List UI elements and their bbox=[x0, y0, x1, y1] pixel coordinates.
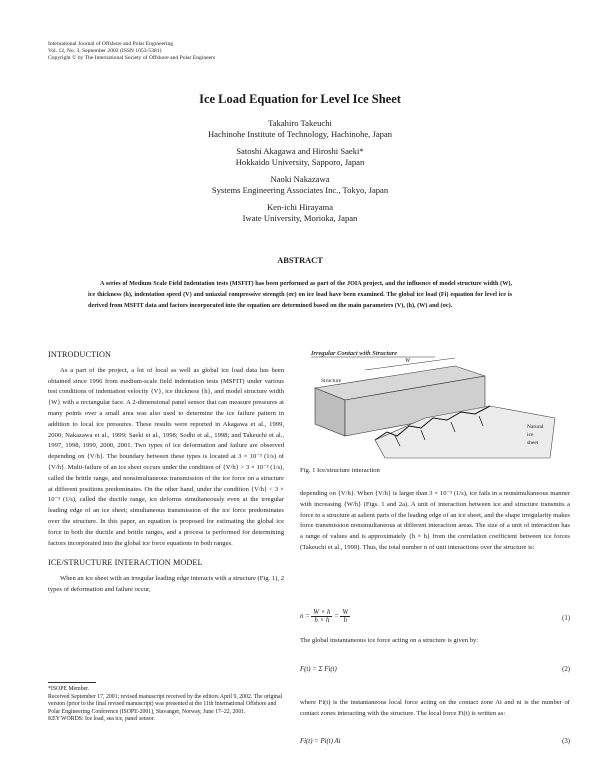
author-name: Ken-ichi Hirayama bbox=[266, 202, 334, 212]
right-column-para1 bbox=[300, 489, 570, 554]
author-affiliation: Hokkaido University, Sapporo, Japan bbox=[235, 157, 365, 167]
figure-caption: Fig. 1 Ice/structure interaction bbox=[300, 467, 380, 474]
section-heading-introduction: INTRODUCTION bbox=[48, 350, 112, 359]
right-column-para3 bbox=[300, 698, 570, 720]
eq2-body: F(t) = Σ Fi(t) bbox=[300, 666, 337, 673]
author-block bbox=[0, 174, 600, 196]
author-name: Satoshi Akagawa and Hiroshi Saeki* bbox=[236, 146, 364, 156]
natural-ice-label-3: sheet bbox=[527, 440, 539, 446]
journal-volume: Vol. 12, No. 3, September 2002 (ISSN 1053-5381) bbox=[48, 48, 162, 54]
natural-ice-label-1: Natural bbox=[527, 424, 544, 430]
eq1-numerator-2: W bbox=[342, 609, 349, 616]
paper-title: Ice Load Equation for Level Ice Sheet bbox=[199, 92, 401, 106]
intro-paragraph: As a part of the project, a lot of local as well as global ice load data has been obtained since 1996 from medium-scale field indentation tests (MSFIT) under various test conditions of indentation velocity {V}, ice thickness {h}, and model structure width {W} with a rectangular face. A 2-dimensional panel sensor that can measure pressures at many points over a small area was also used to determine the ice failure pattern in addition to local ice pressures. These results were reported in Akagawa et al., 1999, 2000; Nakazawa et al., 1999; Saeki et al., 1998; Sodhi et al., 1998; and Takeuchi et al., 1997, 1998, 1999, 2000, 2001. Two types of ice deformation and failure are observed depending on {V/h}. The boundary between these types is located at 3 × 10⁻³ (1/s) of {V/h}. Multi-failure of an ice sheet occurs under the condition of {V/h} > 3 × 10⁻³ (1/s), called the brittle range, and nonsimultaneous transmission of the ice force on a structure at different positions predominates. On the other hand, under the condition {V/h} < 3 × 10⁻³ (1/s), called the ductile range, ice deforms simultaneously even at the irregular leading edge of an ice sheet; simultaneous transmission of the ice force predominates over the structure. In this paper, an equation is proposed for estimating the global ice force in both the ductile and brittle ranges, and a process is performed for determining factors incorporated into the global ice force equations in both ranges. bbox=[48, 366, 284, 547]
author-list bbox=[0, 118, 600, 230]
author-block bbox=[0, 202, 600, 224]
author-block bbox=[0, 118, 600, 140]
equation-2 bbox=[300, 666, 570, 673]
right-paragraph-1: depending on {V/h}. When {V/h} is larger than 3 × 10⁻³ (1/s), ice fails in a nonsimultaneous manner with increasing {W/h} (Figs. 1 and 2a). A unit of interaction between ice and structure transmits a force to a structure at salient parts of the leading edge of an ice sheet, and the shape irregularity makes force transmission nonsimultaneous at different interaction areas. The size of a unit of interaction has a range of values and is approximately {h × h} from the correlation coefficient between ice forces (Takeuchi et al., 1999). Thus, the total number n of unit interactions over the structure is: bbox=[300, 490, 570, 551]
author-name: Takahiro Takeuchi bbox=[268, 118, 332, 128]
abstract-heading: ABSTRACT bbox=[277, 256, 323, 265]
journal-copyright: Copyright © by The International Society of Offshore and Polar Engineers bbox=[48, 55, 216, 61]
eq1-numerator: W × h bbox=[313, 609, 331, 616]
eq3-body: Fi(t) = Pi(t) Ai bbox=[300, 738, 341, 745]
eq1-number: (1) bbox=[562, 615, 570, 622]
right-paragraph-2: The global instantaneous ice force acting on a structure is given by: bbox=[300, 637, 479, 644]
footnotes bbox=[48, 686, 284, 724]
natural-ice-label-2: ice bbox=[527, 432, 534, 438]
footnote-keywords: KEY WORDS: Ice load, sea ice, panel sensor. bbox=[48, 716, 155, 723]
eq1-lhs: n = bbox=[300, 613, 310, 621]
journal-name: International Journal of Offshore and Polar Engineering bbox=[48, 41, 174, 47]
eq3-number: (3) bbox=[562, 738, 570, 745]
author-block bbox=[0, 146, 600, 168]
width-label: W bbox=[405, 358, 410, 364]
figure-title: Irregular Contact with Structure bbox=[311, 350, 398, 357]
figure-ice-structure bbox=[305, 348, 570, 460]
eq1-equals: = bbox=[334, 613, 339, 621]
eq1-denominator: h × h bbox=[314, 617, 330, 624]
abstract-text: A series of Medium Scale Field Indentation tests (MSFIT) has been performed as part of the JOIA project, and the influence of model structure width (W), ice thickness (h), indentation speed (V) and uniaxial compressive strength (σc) on ice load have been examined. The global ice load (Fi) equation for level ice is derived from MSFIT data and factors incorporated into the equation are determined based on the main parameters (V), (h), (W) and (σc). bbox=[88, 280, 512, 310]
footnote-received: Received September 17, 2001; revised manuscript received by the editors April 9, 2002. The original version (prior to the final revised manuscript) was presented at the 11th International Offshore and Polar Engineering Conference (ISOPE-2001), Stavanger, Norway, June 17–22, 2001. bbox=[48, 693, 283, 715]
author-affiliation: Hachinohe Institute of Technology, Hachinohe, Japan bbox=[207, 129, 393, 139]
left-column bbox=[48, 350, 284, 596]
footnote-rule bbox=[48, 682, 96, 683]
right-column-para2 bbox=[300, 636, 570, 647]
equation-1 bbox=[300, 609, 570, 624]
eq1-denominator-2: h bbox=[343, 617, 347, 624]
author-name: Naoki Nakazawa bbox=[270, 174, 330, 184]
equation-3 bbox=[300, 738, 570, 745]
model-paragraph: When an ice sheet with an irregular leading edge interacts with a structure (Fig. 1), 2 types of deformation and failure occur, bbox=[48, 575, 284, 593]
footnote-member: *ISOPE Member. bbox=[48, 686, 90, 692]
journal-header bbox=[48, 41, 215, 62]
author-affiliation: Iwate University, Morioka, Japan bbox=[242, 213, 358, 223]
structure-label: Structure bbox=[321, 378, 342, 384]
right-paragraph-3: where Fi(t) is the instantaneous local force acting on the contact zone Ai and ni is the number of contact zones interacting with the structure. The local force Fi(t) is written as: bbox=[300, 699, 570, 717]
eq2-number: (2) bbox=[562, 666, 570, 673]
section-heading-model: ICE/STRUCTURE INTERACTION MODEL bbox=[48, 558, 203, 568]
author-affiliation: Systems Engineering Associates Inc., Tokyo, Japan bbox=[211, 185, 389, 195]
eq1-fraction-2 bbox=[340, 609, 350, 624]
eq1-fraction-1 bbox=[311, 609, 332, 624]
